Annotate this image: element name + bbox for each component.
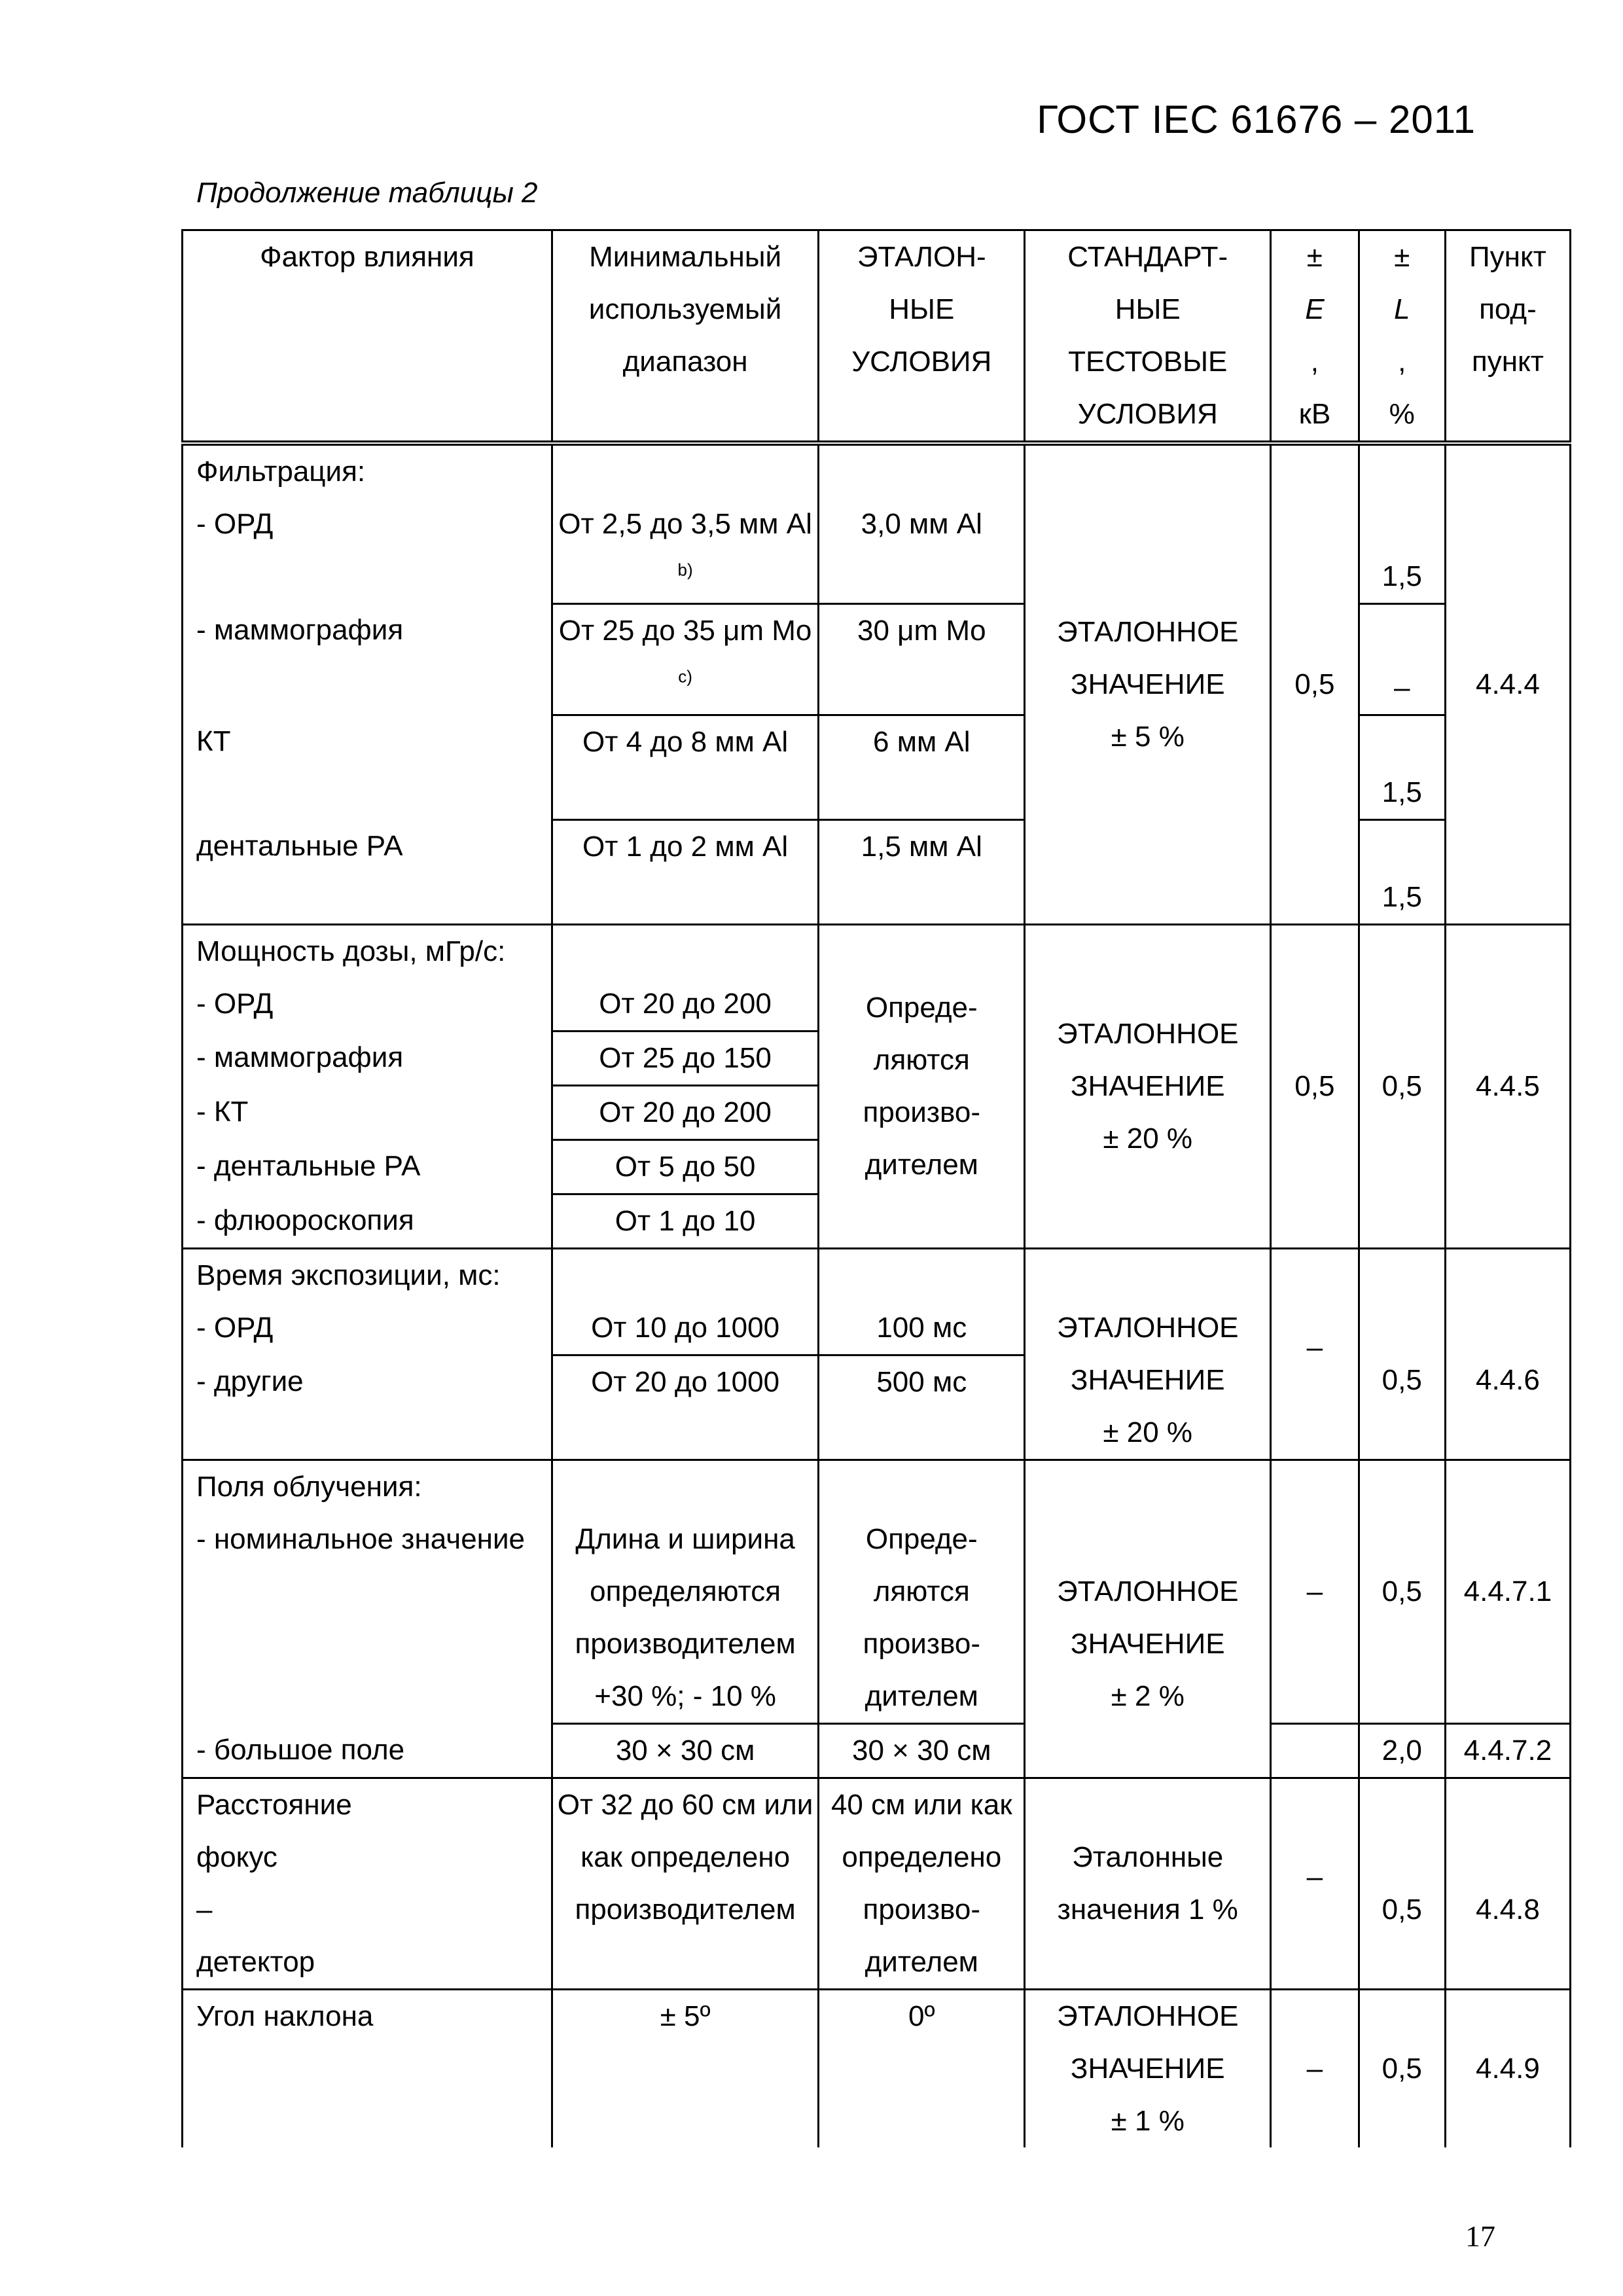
dose-range: От 1 до 10 xyxy=(552,1194,818,1249)
table-row-filtration-ord xyxy=(183,443,1571,604)
tilt-ref: 0º xyxy=(819,1990,1025,2148)
fields-l: 0,5 xyxy=(1359,1460,1445,1724)
table-header-row xyxy=(183,230,1571,444)
fields-factor: - большое поле xyxy=(183,1724,552,1778)
exposure-factor: - другие xyxy=(183,1355,552,1460)
filtration-range: От 1 до 2 мм Al xyxy=(552,820,818,925)
header-standard-test-conditions: СТАНДАРТ- НЫЕ ТЕСТОВЫЕ УСЛОВИЯ xyxy=(1025,230,1271,444)
filtration-l: 1,5 xyxy=(1359,715,1445,820)
dose-clause: 4.4.5 xyxy=(1445,925,1570,1249)
exposure-range: От 20 до 1000 xyxy=(552,1355,818,1460)
table-row-dose-ord xyxy=(183,925,1571,1031)
tilt-std: ЭТАЛОННОЕ ЗНАЧЕНИЕ ± 1 % xyxy=(1025,1990,1271,2148)
fields-l: 2,0 xyxy=(1359,1724,1445,1778)
distance-clause: 4.4.8 xyxy=(1445,1778,1570,1990)
distance-std: Эталонные значения 1 % xyxy=(1025,1778,1271,1990)
header-subclause: Пункт под- пункт xyxy=(1445,230,1570,444)
filtration-factor: дентальные РА xyxy=(183,820,552,925)
filtration-l: 1,5 xyxy=(1359,443,1445,604)
filtration-std: ЭТАЛОННОЕ ЗНАЧЕНИЕ ± 5 % xyxy=(1025,443,1271,925)
dose-factor: Мощность дозы, мГр/с: - ОРД xyxy=(183,925,552,1031)
fields-e: – xyxy=(1271,1460,1359,1724)
exposure-ref: 500 мс xyxy=(819,1355,1025,1460)
page-number: 17 xyxy=(1465,2219,1495,2253)
dose-range: От 20 до 200 xyxy=(552,1086,818,1140)
header-e-limit: ± E , кВ xyxy=(1271,230,1359,444)
dose-factor: - дентальные РА xyxy=(183,1140,552,1194)
document-standard-header: ГОСТ IEC 61676 – 2011 xyxy=(1037,98,1476,141)
distance-e: – xyxy=(1271,1778,1359,1990)
filtration-factor: - маммография xyxy=(183,604,552,715)
header-min-range: Минимальный используемый диапазон xyxy=(552,230,818,444)
filtration-e: 0,5 xyxy=(1271,443,1359,925)
table-row-fields-large xyxy=(183,1724,1571,1778)
distance-range: От 32 до 60 см или как определено производителем xyxy=(552,1778,818,1990)
distance-factor: Расстояние фокус – детектор xyxy=(183,1778,552,1990)
filtration-l: – xyxy=(1359,604,1445,715)
fields-std: ЭТАЛОННОЕ ЗНАЧЕНИЕ ± 2 % xyxy=(1025,1460,1271,1778)
tilt-e: – xyxy=(1271,1990,1359,2148)
dose-factor: - флюороскопия xyxy=(183,1194,552,1249)
table-row-fields-nominal xyxy=(183,1460,1571,1724)
fields-e-blank xyxy=(1271,1724,1359,1778)
table-row-filtration-ct xyxy=(183,715,1571,820)
dose-ref: Опреде- ляются произво- дителем xyxy=(819,925,1025,1249)
dose-range: От 25 до 150 xyxy=(552,1031,818,1086)
fields-factor: Поля облучения: - номинальное значение xyxy=(183,1460,552,1724)
fields-clause: 4.4.7.1 xyxy=(1445,1460,1570,1724)
distance-ref: 40 см или как определено произво- дителем xyxy=(819,1778,1025,1990)
exposure-ref: 100 мс xyxy=(819,1249,1025,1355)
filtration-range: От 4 до 8 мм Al xyxy=(552,715,818,820)
filtration-ref: 30 μm Mo xyxy=(819,604,1025,715)
fields-clause: 4.4.7.2 xyxy=(1445,1724,1570,1778)
dose-e: 0,5 xyxy=(1271,925,1359,1249)
fields-range: Длина и ширина определяются производителем +30 %; - 10 % xyxy=(552,1460,818,1724)
dose-l: 0,5 xyxy=(1359,925,1445,1249)
fields-ref: Опреде- ляются произво- дителем xyxy=(819,1460,1025,1724)
filtration-factor: Фильтрация: - ОРД xyxy=(183,443,552,604)
filtration-clause: 4.4.4 xyxy=(1445,443,1570,925)
header-reference-conditions: ЭТАЛОН- НЫЕ УСЛОВИЯ xyxy=(819,230,1025,444)
dose-range: От 20 до 200 xyxy=(552,925,818,1031)
filtration-ref: 3,0 мм Al xyxy=(819,443,1025,604)
table-row-filtration-dental xyxy=(183,820,1571,925)
dose-std: ЭТАЛОННОЕ ЗНАЧЕНИЕ ± 20 % xyxy=(1025,925,1271,1249)
header-l-limit: ± L , % xyxy=(1359,230,1445,444)
header-influence-factor: Фактор влияния xyxy=(183,230,552,444)
exposure-range: От 10 до 1000 xyxy=(552,1249,818,1355)
table-row-filtration-mammo xyxy=(183,604,1571,715)
filtration-ref: 1,5 мм Al xyxy=(819,820,1025,925)
table-row-distance xyxy=(183,1778,1571,1990)
tilt-l: 0,5 xyxy=(1359,1990,1445,2148)
exposure-e: – xyxy=(1271,1249,1359,1460)
filtration-factor: КТ xyxy=(183,715,552,820)
distance-l: 0,5 xyxy=(1359,1778,1445,1990)
exposure-clause: 4.4.6 xyxy=(1445,1249,1570,1460)
exposure-std: ЭТАЛОННОЕ ЗНАЧЕНИЕ ± 20 % xyxy=(1025,1249,1271,1460)
exposure-l: 0,5 xyxy=(1359,1249,1445,1460)
table-row-tilt xyxy=(183,1990,1571,2148)
tilt-factor: Угол наклона xyxy=(183,1990,552,2148)
table-caption: Продолжение таблицы 2 xyxy=(196,177,538,209)
dose-factor: - КТ xyxy=(183,1086,552,1140)
dose-range: От 5 до 50 xyxy=(552,1140,818,1194)
fields-range: 30 × 30 см xyxy=(552,1724,818,1778)
table-row-exposure-ord xyxy=(183,1249,1571,1355)
filtration-l: 1,5 xyxy=(1359,820,1445,925)
tilt-clause: 4.4.9 xyxy=(1445,1990,1570,2148)
filtration-ref: 6 мм Al xyxy=(819,715,1025,820)
influence-factors-table xyxy=(181,229,1571,2147)
dose-factor: - маммография xyxy=(183,1031,552,1086)
tilt-range: ± 5º xyxy=(552,1990,818,2148)
filtration-range: От 2,5 до 3,5 мм Al $^{b)}$ xyxy=(552,443,818,604)
filtration-range: От 25 до 35 μm Mo $^{c)}$ xyxy=(552,604,818,715)
exposure-factor: Время экспозиции, мс: - ОРД xyxy=(183,1249,552,1355)
fields-ref: 30 × 30 см xyxy=(819,1724,1025,1778)
